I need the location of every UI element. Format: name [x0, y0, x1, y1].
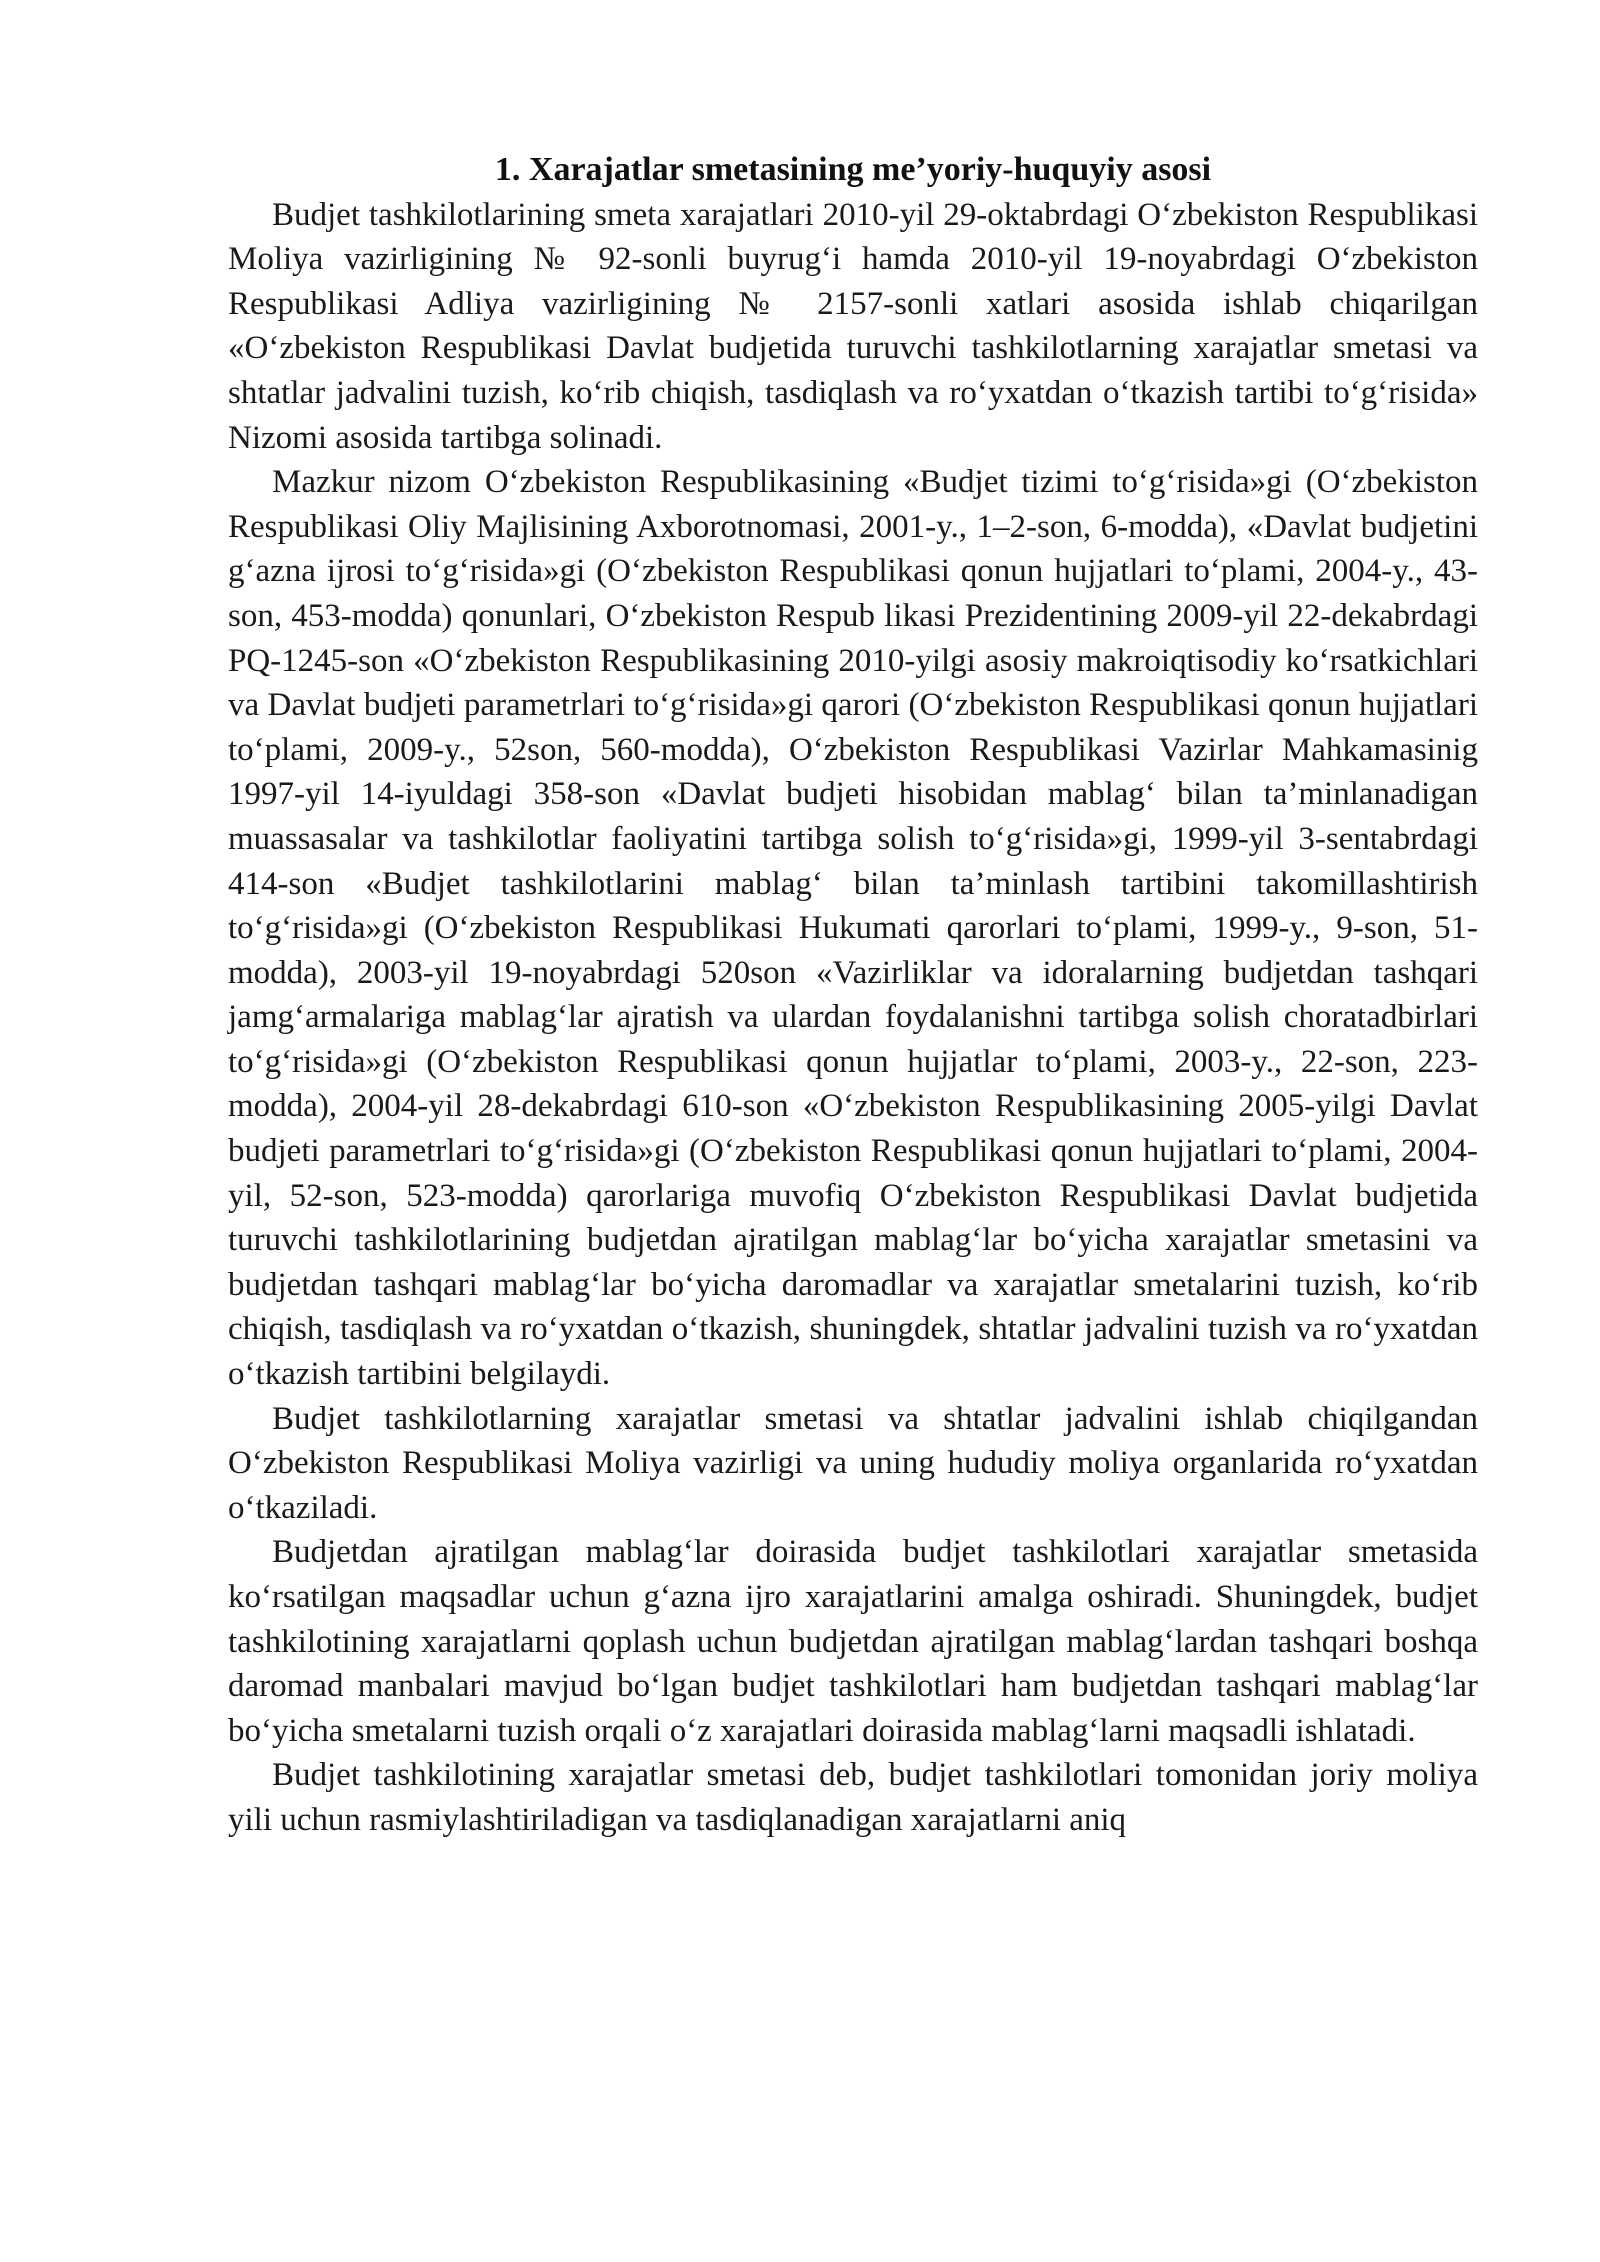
paragraph-registration: Budjet tashkilotlarning xarajatlar smetasi va shtatlar jadvalini ishlab chiqilgandan O‘zbekiston Respublikasi Moliya vazirligi va uning hududiy moliya organlarida ro‘yxatdan o‘tkaziladi.: [228, 1400, 1478, 1526]
paragraph-treasury-execution: Budjetdan ajratilgan mablag‘lar doirasida budjet tashkilotlari xarajatlar smetasida ko‘rsatilgan maqsadlar uchun g‘azna ijro xarajatlarini amalga oshiradi. Shuningdek, budjet tashkilotining xarajatlarni qoplash uchun budjetdan ajratilgan mablag‘lardan tashqari boshqa daromad manbalari mavjud bo‘lgan budjet tashkilotlari ham budjetdan tashqari mablag‘lar bo‘yicha smetalarni tuzish orqali o‘z xarajatlari doirasida mablag‘larni maqsadli ishlatadi.: [228, 1534, 1478, 1749]
paragraph-legal-basis: Budjet tashkilotlarining smeta xarajatlari 2010-yil 29-oktabrdagi O‘zbekiston Respublikasi Moliya vazirligining № 92-sonli buyrug‘i hamda 2010-yil 19-noyabrdagi O‘zbekiston Respublikasi Adliya vazirligining № 2157-sonli xatlari asosida ishlab chiqarilgan «O‘zbekiston Respublikasi Davlat budjetida turuvchi tashkilotlarning xarajatlar smetasi va shtatlar jadvalini tuzish, ko‘rib chiqish, tasdiqlash va ro‘yxatdan o‘tkazish tartibi to‘g‘risida» Nizomi asosida tartibga solinadi.: [228, 196, 1478, 456]
paragraph-regulation-references: Mazkur nizom O‘zbekiston Respublikasining «Budjet tizimi to‘g‘risida»gi (O‘zbekiston Respublikasi Oliy Majlisining Axborotnomasi, 2001-y., 1–2-son, 6-modda), «Davlat budjetini g‘azna ijrosi to‘g‘risida»gi (O‘zbekiston Respublikasi qonun hujjatlari to‘plami, 2004-y., 43-son, 453-modda) qonunlari, O‘zbekiston Respub likasi Prezidentining 2009-yil 22-dekabrdagi PQ-1245-son «O‘zbekiston Respublikasining 2010-yilgi asosiy makroiqtisodiy ko‘rsatkichlari va Davlat budjeti parametrlari to‘g‘risida»gi qarori (O‘zbekiston Respublikasi qonun hujjatlari to‘plami, 2009-y., 52son, 560-modda), O‘zbekiston Respublikasi Vazirlar Mahkamasinig 1997-yil 14-iyuldagi 358-son «Davlat budjeti hisobidan mablag‘ bilan ta’minlanadigan muassasalar va tashkilotlar faoliyatini tartibga solish to‘g‘risida»gi, 1999-yil 3-sentabrdagi 414-son «Budjet tashkilotlarini mablag‘ bilan ta’minlash tartibini takomillashtirish to‘g‘risida»gi (O‘zbekiston Respublikasi Hukumati qarorlari to‘plami, 1999-y., 9-son, 51-modda), 2003-yil 19-noyabrdagi 520son «Vazirliklar va idoralarning budjetdan tashqari jamg‘armalariga mablag‘lar ajratish va ulardan foydalanishni tartibga solish choratadbirlari to‘g‘risida»gi (O‘zbekiston Respublikasi qonun hujjatlar to‘plami, 2003-y., 22-son, 223-modda), 2004-yil 28-dekabrdagi 610-son «O‘zbekiston Respublikasining 2005-yilgi Davlat budjeti parametrlari to‘g‘risida»gi (O‘zbekiston Respublikasi qonun hujjatlari to‘plami, 2004-yil, 52-son, 523-modda) qarorlariga muvofiq O‘zbekiston Respublikasi Davlat budjetida turuvchi tashkilotlarining budjetdan ajratilgan mablag‘lar bo‘yicha xarajatlar smetasini va budjetdan tashqari mablag‘lar bo‘yicha daromadlar va xarajatlar smetalarini tuzish, ko‘rib chiqish, tasdiqlash va ro‘yxatdan o‘tkazish, shuningdek, shtatlar jadvalini tuzish va ro‘yxatdan o‘tkazish tartibini belgilaydi.: [228, 464, 1478, 1393]
document-body: [228, 148, 1478, 1843]
section-title: 1. Xarajatlar smetasining me’yoriy-huquyiy asosi: [494, 151, 1212, 188]
paragraph-estimate-definition: Budjet tashkilotining xarajatlar smetasi deb, budjet tashkilotlari tomonidan joriy moliya yili uchun rasmiylashtiriladigan va tasdiqlanadigan xarajatlarni aniq: [228, 1757, 1478, 1838]
